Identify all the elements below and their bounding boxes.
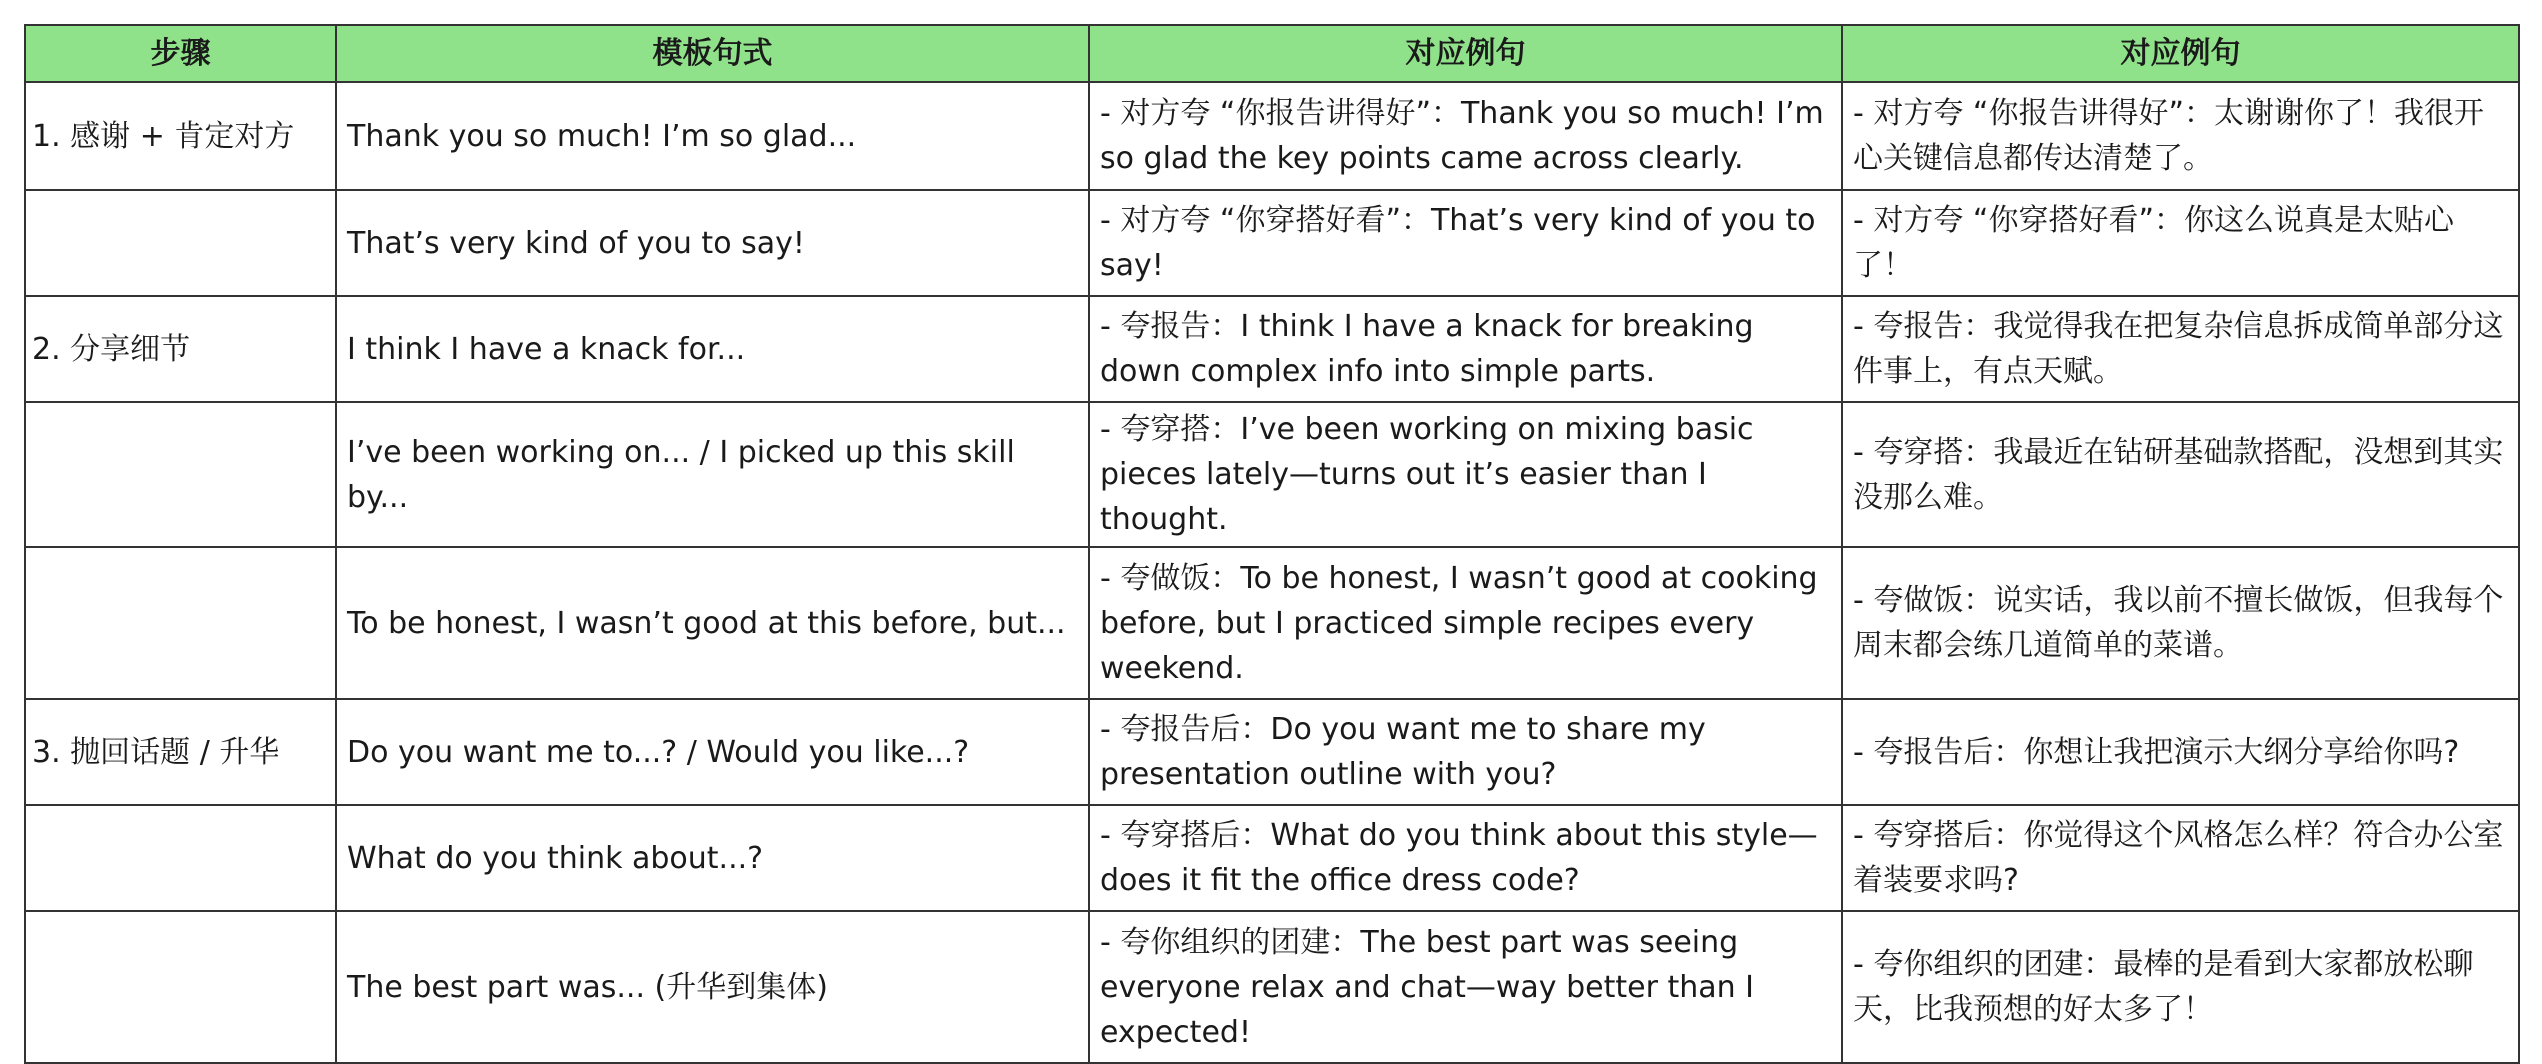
template-cell: The best part was... (升华到集体): [336, 911, 1089, 1063]
table-row: [25, 547, 2519, 699]
table-row: [25, 296, 2519, 402]
template-cell: I’ve been working on... / I picked up this skill by...: [336, 402, 1089, 547]
example-en-cell: - 夸做饭：To be honest, I wasn’t good at cooking before, but I practiced simple recipes every weekend.: [1089, 547, 1842, 699]
step-cell: [25, 547, 336, 699]
example-zh-cell: - 对方夸 “你报告讲得好”：太谢谢你了！我很开心关键信息都传达清楚了。: [1842, 82, 2519, 190]
template-cell: Thank you so much! I’m so glad...: [336, 82, 1089, 190]
example-zh-cell: - 夸做饭：说实话，我以前不擅长做饭，但我每个周末都会练几道简单的菜谱。: [1842, 547, 2519, 699]
header-step: 步骤: [25, 25, 336, 82]
template-cell: To be honest, I wasn’t good at this before, but...: [336, 547, 1089, 699]
table-row: [25, 911, 2519, 1063]
example-zh-cell: - 夸穿搭：我最近在钻研基础款搭配，没想到其实没那么难。: [1842, 402, 2519, 547]
template-cell: I think I have a knack for...: [336, 296, 1089, 402]
example-en-cell: - 夸你组织的团建：The best part was seeing everyone relax and chat—way better than I expected!: [1089, 911, 1842, 1063]
phrase-table: [24, 24, 2520, 1064]
table-row: [25, 805, 2519, 911]
step-cell: 2. 分享细节: [25, 296, 336, 402]
example-zh-cell: - 对方夸 “你穿搭好看”：你这么说真是太贴心了！: [1842, 190, 2519, 296]
example-zh-cell: - 夸穿搭后：你觉得这个风格怎么样？符合办公室着装要求吗?: [1842, 805, 2519, 911]
example-en-cell: - 夸报告：I think I have a knack for breaking down complex info into simple parts.: [1089, 296, 1842, 402]
header-example-en: 对应例句: [1089, 25, 1842, 82]
template-cell: Do you want me to...? / Would you like...?: [336, 699, 1089, 805]
table-body: [25, 82, 2519, 1063]
step-cell: 3. 抛回话题 / 升华: [25, 699, 336, 805]
table-row: [25, 402, 2519, 547]
example-en-cell: - 对方夸 “你穿搭好看”：That’s very kind of you to say!: [1089, 190, 1842, 296]
step-cell: [25, 190, 336, 296]
example-en-cell: - 对方夸 “你报告讲得好”：Thank you so much! I’m so glad the key points came across clearly.: [1089, 82, 1842, 190]
step-cell: [25, 911, 336, 1063]
step-cell: [25, 805, 336, 911]
step-cell: [25, 402, 336, 547]
phrase-table-container: [24, 24, 2518, 1064]
header-example-zh: 对应例句: [1842, 25, 2519, 82]
table-row: [25, 190, 2519, 296]
example-en-cell: - 夸报告后：Do you want me to share my presentation outline with you?: [1089, 699, 1842, 805]
template-cell: What do you think about...?: [336, 805, 1089, 911]
example-en-cell: - 夸穿搭：I’ve been working on mixing basic pieces lately—turns out it’s easier than I thought.: [1089, 402, 1842, 547]
table-row: [25, 699, 2519, 805]
example-zh-cell: - 夸你组织的团建：最棒的是看到大家都放松聊天，比我预想的好太多了！: [1842, 911, 2519, 1063]
table-row: [25, 82, 2519, 190]
example-zh-cell: - 夸报告后：你想让我把演示大纲分享给你吗?: [1842, 699, 2519, 805]
step-cell: 1. 感谢 + 肯定对方: [25, 82, 336, 190]
header-template: 模板句式: [336, 25, 1089, 82]
example-zh-cell: - 夸报告：我觉得我在把复杂信息拆成简单部分这件事上，有点天赋。: [1842, 296, 2519, 402]
table-header: [25, 25, 2519, 82]
example-en-cell: - 夸穿搭后：What do you think about this style—does it fit the office dress code?: [1089, 805, 1842, 911]
template-cell: That’s very kind of you to say!: [336, 190, 1089, 296]
header-row: [25, 25, 2519, 82]
